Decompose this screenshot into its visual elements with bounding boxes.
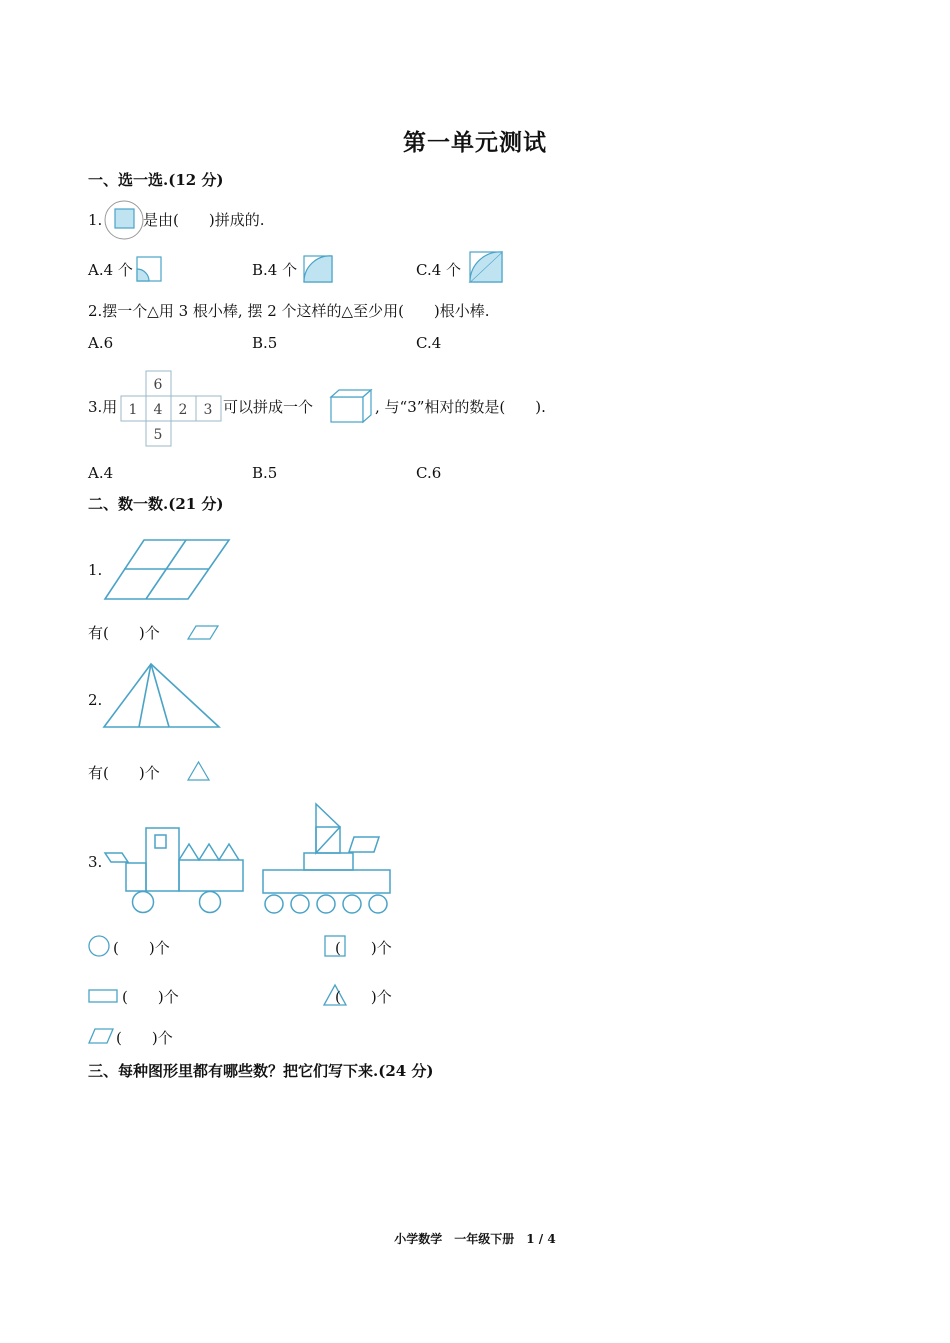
s2-q2-number: 2. [88,691,103,709]
parallelogram-grid-figure [104,539,230,601]
net-face-3: 3 [203,402,213,418]
cube-icon [330,389,372,423]
page-title: 第一单元测试 [403,129,547,156]
q2-option-a: A.6 [88,334,114,352]
triangle-fan-figure [103,662,221,728]
s2-q1-answer: 有( )个 [88,624,160,642]
net-face-4: 4 [153,402,163,418]
q3-option-b: B.5 [252,464,278,482]
q3-middle: 可以拼成一个 [223,398,314,416]
q3-option-c: C.6 [416,464,442,482]
q1-option-a: A.4 个 [88,261,133,279]
net-face-1: 1 [128,402,138,418]
section-2-heading: 二、数一数.(21 分) [88,495,224,513]
q1-text: 是由( )拼成的. [143,211,265,229]
q3-option-a: A.4 [88,464,114,482]
half-lens-icon [469,251,503,283]
q1-number: 1. [88,211,103,229]
net-face-top: 6 [153,377,163,393]
square-count: ( )个 [335,939,392,957]
s2-q1-number: 1. [88,561,103,579]
parallelogram-icon [187,625,219,640]
net-face-bottom: 5 [153,427,163,443]
parallelogram-shape-icon [88,1028,114,1044]
section-3-heading: 三、每种图形里都有哪些数？把它们写下来.(24 分) [88,1062,434,1080]
q3-suffix: , 与“3”相对的数是( ). [375,398,546,416]
s2-q2-answer: 有( )个 [88,764,160,782]
parallelogram-count: ( )个 [116,1029,173,1047]
triangle-icon [187,761,210,781]
circle-icon [88,935,110,957]
circle-square-icon [104,200,144,240]
rectangle-icon [88,989,118,1003]
q2-option-c: C.4 [416,334,442,352]
s2-q3-number: 3. [88,853,103,871]
quarter-ring-icon [303,255,333,283]
q2-text: 2.摆一个△用 3 根小棒, 摆 2 个这样的△至少用( )根小棒. [88,302,490,320]
q3-prefix: 3.用 [88,398,118,416]
q2-option-b: B.5 [252,334,278,352]
quarter-circle-square-icon [136,256,162,282]
rectangle-count: ( )个 [122,988,179,1006]
triangle-count: ( )个 [335,988,392,1006]
section-1-heading: 一、选一选.(12 分) [88,171,224,189]
cube-net-diagram [120,370,222,450]
q1-option-b: B.4 个 [252,261,298,279]
net-face-2: 2 [178,402,188,418]
page-footer: 小学数学 一年级下册 1 / 4 [394,1232,556,1246]
truck-and-ship-figure [104,802,394,914]
circle-count: ( )个 [113,939,170,957]
q1-option-c: C.4 个 [416,261,462,279]
